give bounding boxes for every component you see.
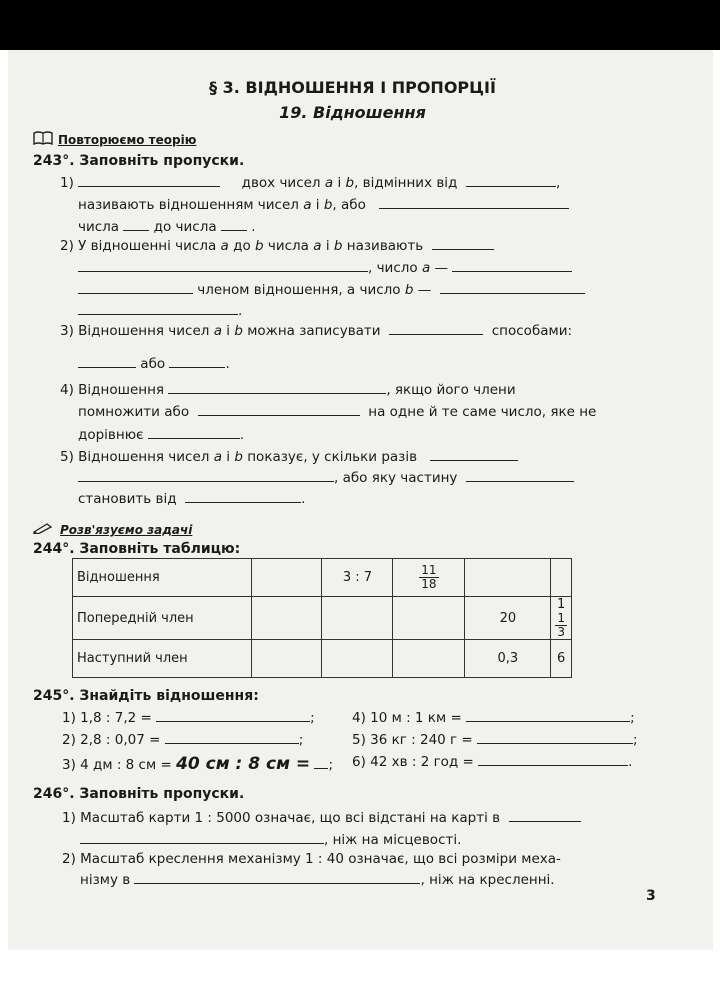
table-cell[interactable]: [322, 640, 393, 678]
ex243-item4-line1: 4) Відношення , якщо його члени: [60, 382, 516, 398]
table-cell[interactable]: [251, 559, 322, 597]
ex243-item3-line1: 3) Відношення чисел a і b можна записувати способами:: [60, 323, 573, 339]
ex243-item2-line2: , число a —: [78, 260, 572, 276]
ex246-item2-line1: 2) Масштаб креслення механізму 1 : 40 означає, що всі розміри меха-: [62, 851, 561, 867]
answer-blank[interactable]: [169, 366, 225, 368]
answer-blank[interactable]: [478, 764, 628, 766]
pencil-icon: [33, 519, 53, 538]
ex243-item3-line2: або .: [78, 356, 230, 372]
answer-blank[interactable]: [389, 333, 483, 335]
ex243-item4-line2: помножити або на одне й те саме число, яке не: [78, 404, 597, 420]
table-cell[interactable]: [251, 597, 322, 640]
table-row-label: Відношення: [73, 559, 252, 597]
table-cell-mixed-fraction: 1 $\frac{1}{3}$: [551, 597, 572, 640]
answer-blank[interactable]: [78, 185, 220, 187]
chapter-title: § 3. ВІДНОШЕННЯ І ПРОПОРЦІЇ: [209, 78, 496, 97]
answer-blank[interactable]: [78, 292, 193, 294]
handwritten-answer: 40 см : 8 см =: [176, 754, 311, 774]
table-cell: 6: [551, 640, 572, 678]
answer-blank[interactable]: [80, 842, 324, 844]
table-cell[interactable]: [322, 597, 393, 640]
table-cell: 3 : 7: [322, 559, 393, 597]
ex243-item1-line2: називають відношенням чисел a і b, або: [78, 197, 569, 213]
ex245-item5: 5) 36 кг : 240 г = ;: [352, 732, 638, 748]
answer-blank[interactable]: [185, 501, 301, 503]
table-cell[interactable]: [551, 559, 572, 597]
table-cell-fraction: $\frac{11}{18}$: [393, 559, 465, 597]
ex243-item5-line1: 5) Відношення чисел a і b показує, у скільки разів: [60, 449, 518, 465]
answer-blank[interactable]: [466, 185, 556, 187]
ex243-item4-line3: дорівнює .: [78, 427, 245, 443]
answer-blank[interactable]: [78, 270, 368, 272]
answer-blank[interactable]: [509, 820, 581, 822]
answer-blank[interactable]: [440, 292, 585, 294]
table-row-label: Наступний член: [73, 640, 252, 678]
answer-blank[interactable]: [379, 207, 569, 209]
section-solving-tasks: Розв'язуємо задачі: [60, 523, 193, 537]
exercise-245-heading: 245°. Знайдіть відношення:: [33, 688, 259, 704]
ex243-item2-line4: .: [78, 303, 242, 319]
table-row-label: Попередній член: [73, 597, 252, 640]
page-number: 3: [646, 888, 656, 904]
ex243-item5-line3: становить від .: [78, 491, 306, 507]
answer-blank[interactable]: [148, 437, 240, 439]
section-review-theory: Повторюємо теорію: [58, 133, 197, 147]
scan-top-border: [0, 0, 720, 50]
ex243-item1-line3: числа до числа .: [78, 219, 256, 235]
ex245-item1: 1) 1,8 : 7,2 = ;: [62, 710, 315, 726]
answer-blank[interactable]: [466, 720, 630, 722]
answer-blank[interactable]: [168, 392, 386, 394]
exercise-244-heading: 244°. Заповніть таблицю:: [33, 541, 241, 557]
ex245-item2: 2) 2,8 : 0,07 = ;: [62, 732, 304, 748]
book-icon: [33, 130, 53, 149]
table-row: [73, 559, 572, 597]
answer-blank[interactable]: [221, 229, 247, 231]
answer-blank[interactable]: [156, 720, 310, 722]
ex245-item3: 3) 4 дм : 8 см = 40 см : 8 см = ;: [62, 754, 334, 774]
table-cell: 0,3: [465, 640, 551, 678]
answer-blank[interactable]: [165, 742, 299, 744]
answer-blank[interactable]: [78, 480, 334, 482]
ratio-table: [72, 558, 572, 678]
answer-blank[interactable]: [452, 270, 572, 272]
answer-blank[interactable]: [314, 767, 328, 769]
answer-blank[interactable]: [466, 480, 574, 482]
table-cell: 20: [465, 597, 551, 640]
table-cell[interactable]: [393, 640, 465, 678]
ex243-item2-line1: 2) У відношенні числа a до b числа a і b називають: [60, 238, 494, 254]
answer-blank[interactable]: [430, 459, 518, 461]
table-cell[interactable]: [393, 597, 465, 640]
ex245-item4: 4) 10 м : 1 км = ;: [352, 710, 635, 726]
table-cell[interactable]: [251, 640, 322, 678]
answer-blank[interactable]: [432, 248, 494, 250]
answer-blank[interactable]: [123, 229, 149, 231]
ex245-item6: 6) 42 хв : 2 год = .: [352, 754, 633, 770]
answer-blank[interactable]: [78, 313, 238, 315]
table-row: [73, 640, 572, 678]
ex243-item5-line2: , або яку частину: [78, 470, 574, 486]
ex246-item1-line1: 1) Масштаб карти 1 : 5000 означає, що всі відстані на карті в: [62, 810, 581, 826]
table-cell[interactable]: [465, 559, 551, 597]
ex243-item2-line3: членом відношення, а число b —: [78, 282, 585, 298]
answer-blank[interactable]: [78, 366, 136, 368]
answer-blank[interactable]: [198, 414, 360, 416]
exercise-243-heading: 243°. Заповніть пропуски.: [33, 153, 245, 169]
exercise-246-heading: 246°. Заповніть пропуски.: [33, 786, 245, 802]
ex246-item2-line2: нізму в , ніж на кресленні.: [80, 872, 555, 888]
answer-blank[interactable]: [477, 742, 633, 744]
table-row: [73, 597, 572, 640]
lesson-title: 19. Відношення: [279, 103, 426, 122]
ex243-item1-line1: 1) двох чисел a і b, відмінних від ,: [60, 175, 561, 191]
answer-blank[interactable]: [134, 882, 420, 884]
ex246-item1-line2: , ніж на місцевості.: [80, 832, 461, 848]
